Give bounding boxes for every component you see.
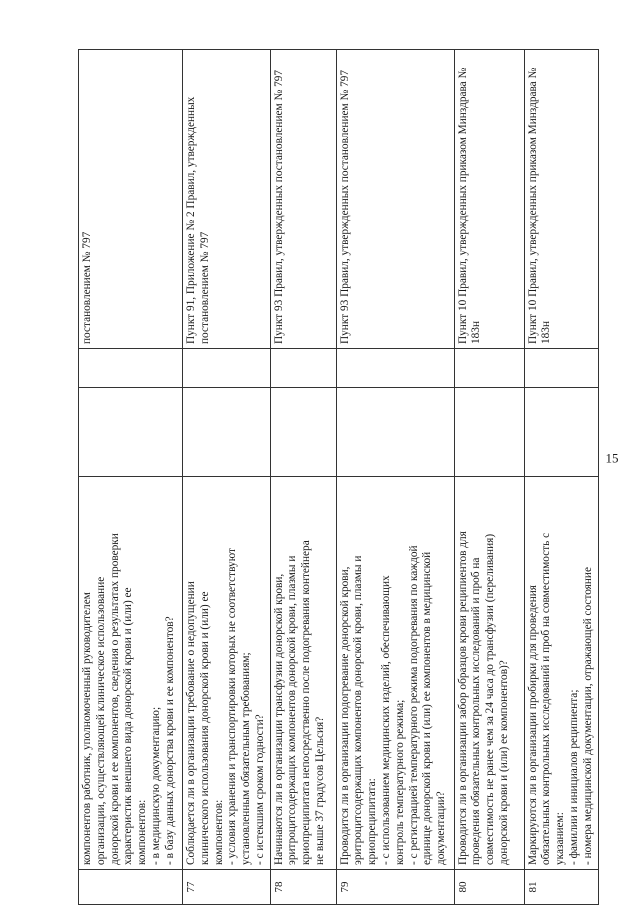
question-line: эритроцитсодержащих компонентов донорской крови, плазмы и	[286, 555, 299, 865]
question-line: донорской крови и (или) ее компонентов)?	[498, 660, 511, 865]
question-line: эритроцитсодержащих компонентов донорской крови, плазмы и	[352, 555, 365, 865]
answer-cell-yes[interactable]	[524, 388, 598, 477]
answer-cell-yes[interactable]	[270, 388, 336, 477]
answer-cell-no[interactable]	[79, 349, 183, 388]
question-line: установленным обязательным требованиям;	[240, 652, 253, 865]
row-number: 78	[270, 870, 336, 905]
question-line: - условия хранения и транспортировки которых не соответствуют	[226, 548, 239, 865]
regulation-reference: Пункт 10 Правил, утвержденных приказом Минздрава № 183н	[454, 50, 524, 349]
table-row	[79, 50, 183, 905]
question-line: - с истекшим сроком годности?	[253, 714, 266, 865]
question-line: - фамилии и инициалов реципиента;	[568, 689, 581, 865]
question-line: не выше 37 градусов Цельсия?	[314, 716, 327, 865]
regulation-reference: Пункт 93 Правил, утвержденных постановлением № 797	[270, 50, 336, 349]
question-line: указанием:	[554, 812, 567, 865]
answer-cell-yes[interactable]	[454, 388, 524, 477]
table-row	[336, 50, 454, 905]
regulation-reference: Пункт 91, Приложение № 2 Правил, утвержденных постановлением № 797	[183, 50, 271, 349]
question-line: контроль температурного режима;	[393, 699, 406, 865]
answer-cell-yes[interactable]	[79, 388, 183, 477]
question-line: донорской крови и ее компонентов, сведения о результатах проверки	[108, 533, 121, 865]
question-cell	[336, 477, 454, 870]
question-cell	[454, 477, 524, 870]
question-line: компонентов:	[212, 799, 225, 865]
row-number: 80	[454, 870, 524, 905]
answer-cell-no[interactable]	[270, 349, 336, 388]
row-number	[79, 870, 183, 905]
row-number: 79	[336, 870, 454, 905]
table-row	[524, 50, 598, 905]
question-line: единице донорской крови и (или) ее компонентов в медицинской	[421, 551, 434, 865]
question-line: документации?	[435, 791, 448, 865]
answer-cell-no[interactable]	[524, 349, 598, 388]
answer-cell-no[interactable]	[183, 349, 271, 388]
page-number: 15	[605, 450, 619, 466]
row-number: 81	[524, 870, 598, 905]
question-cell	[79, 477, 183, 870]
question-line: компонентов:	[136, 799, 149, 865]
table-row	[454, 50, 524, 905]
question-cell	[270, 477, 336, 870]
question-line: Маркируются ли в организации пробирки для проведения	[526, 584, 539, 865]
question-line: клинического использования донорской крови и (или) ее	[198, 591, 211, 865]
checklist-table-body	[79, 50, 599, 905]
answer-cell-yes[interactable]	[336, 388, 454, 477]
question-line: Соблюдается ли в организации требование о недопущении	[185, 581, 197, 865]
question-line: - с регистрацией температурного режима подогревания по каждой	[407, 545, 420, 865]
question-line: криопреципитата:	[366, 778, 379, 865]
question-line: совместимость не ранее чем за 24 часа до трансфузии (переливания)	[484, 533, 497, 865]
question-line: обязательных контрольных исследований и проб на совместимость с	[540, 532, 553, 865]
regulation-reference: постановлением № 797	[79, 50, 183, 349]
answer-cell-no[interactable]	[454, 349, 524, 388]
regulation-reference: Пункт 10 Правил, утвержденных приказом Минздрава № 183н	[524, 50, 598, 349]
question-line: организации, осуществляющей клиническое использование	[94, 576, 107, 865]
question-cell	[524, 477, 598, 870]
question-line: проведения обязательных контрольных исследований и проб на	[470, 557, 483, 865]
checklist-table	[78, 49, 599, 905]
table-row	[183, 50, 271, 905]
question-cell	[183, 477, 271, 870]
answer-cell-no[interactable]	[336, 349, 454, 388]
question-line: Проводится ли в организации подогревание донорской крови,	[338, 566, 351, 865]
question-line: криопреципитата непосредственно после подогревания контейнера	[300, 540, 313, 865]
question-line: Проводится ли в организации забор образцов крови реципиентов для	[456, 531, 469, 865]
table-row	[270, 50, 336, 905]
question-line: компонентов работник, уполномоченный руководителем	[81, 592, 93, 865]
question-line: - номера медицинской документации, отражающей состояние	[581, 567, 594, 865]
answer-cell-yes[interactable]	[183, 388, 271, 477]
question-line: - в базу данных донорства крови и ее компонентов?	[163, 616, 176, 865]
question-line: - с использованием медицинских изделий, обеспечивающих	[380, 575, 393, 865]
question-line: - в медицинскую документацию;	[149, 706, 162, 865]
row-number: 77	[183, 870, 271, 905]
question-line: Начинаются ли в организации трансфузии донорской крови,	[272, 573, 285, 865]
question-line: характеристик внешнего вида донорской крови и (или) ее	[122, 587, 135, 865]
regulation-reference: Пункт 93 Правил, утвержденных постановлением № 797	[336, 50, 454, 349]
